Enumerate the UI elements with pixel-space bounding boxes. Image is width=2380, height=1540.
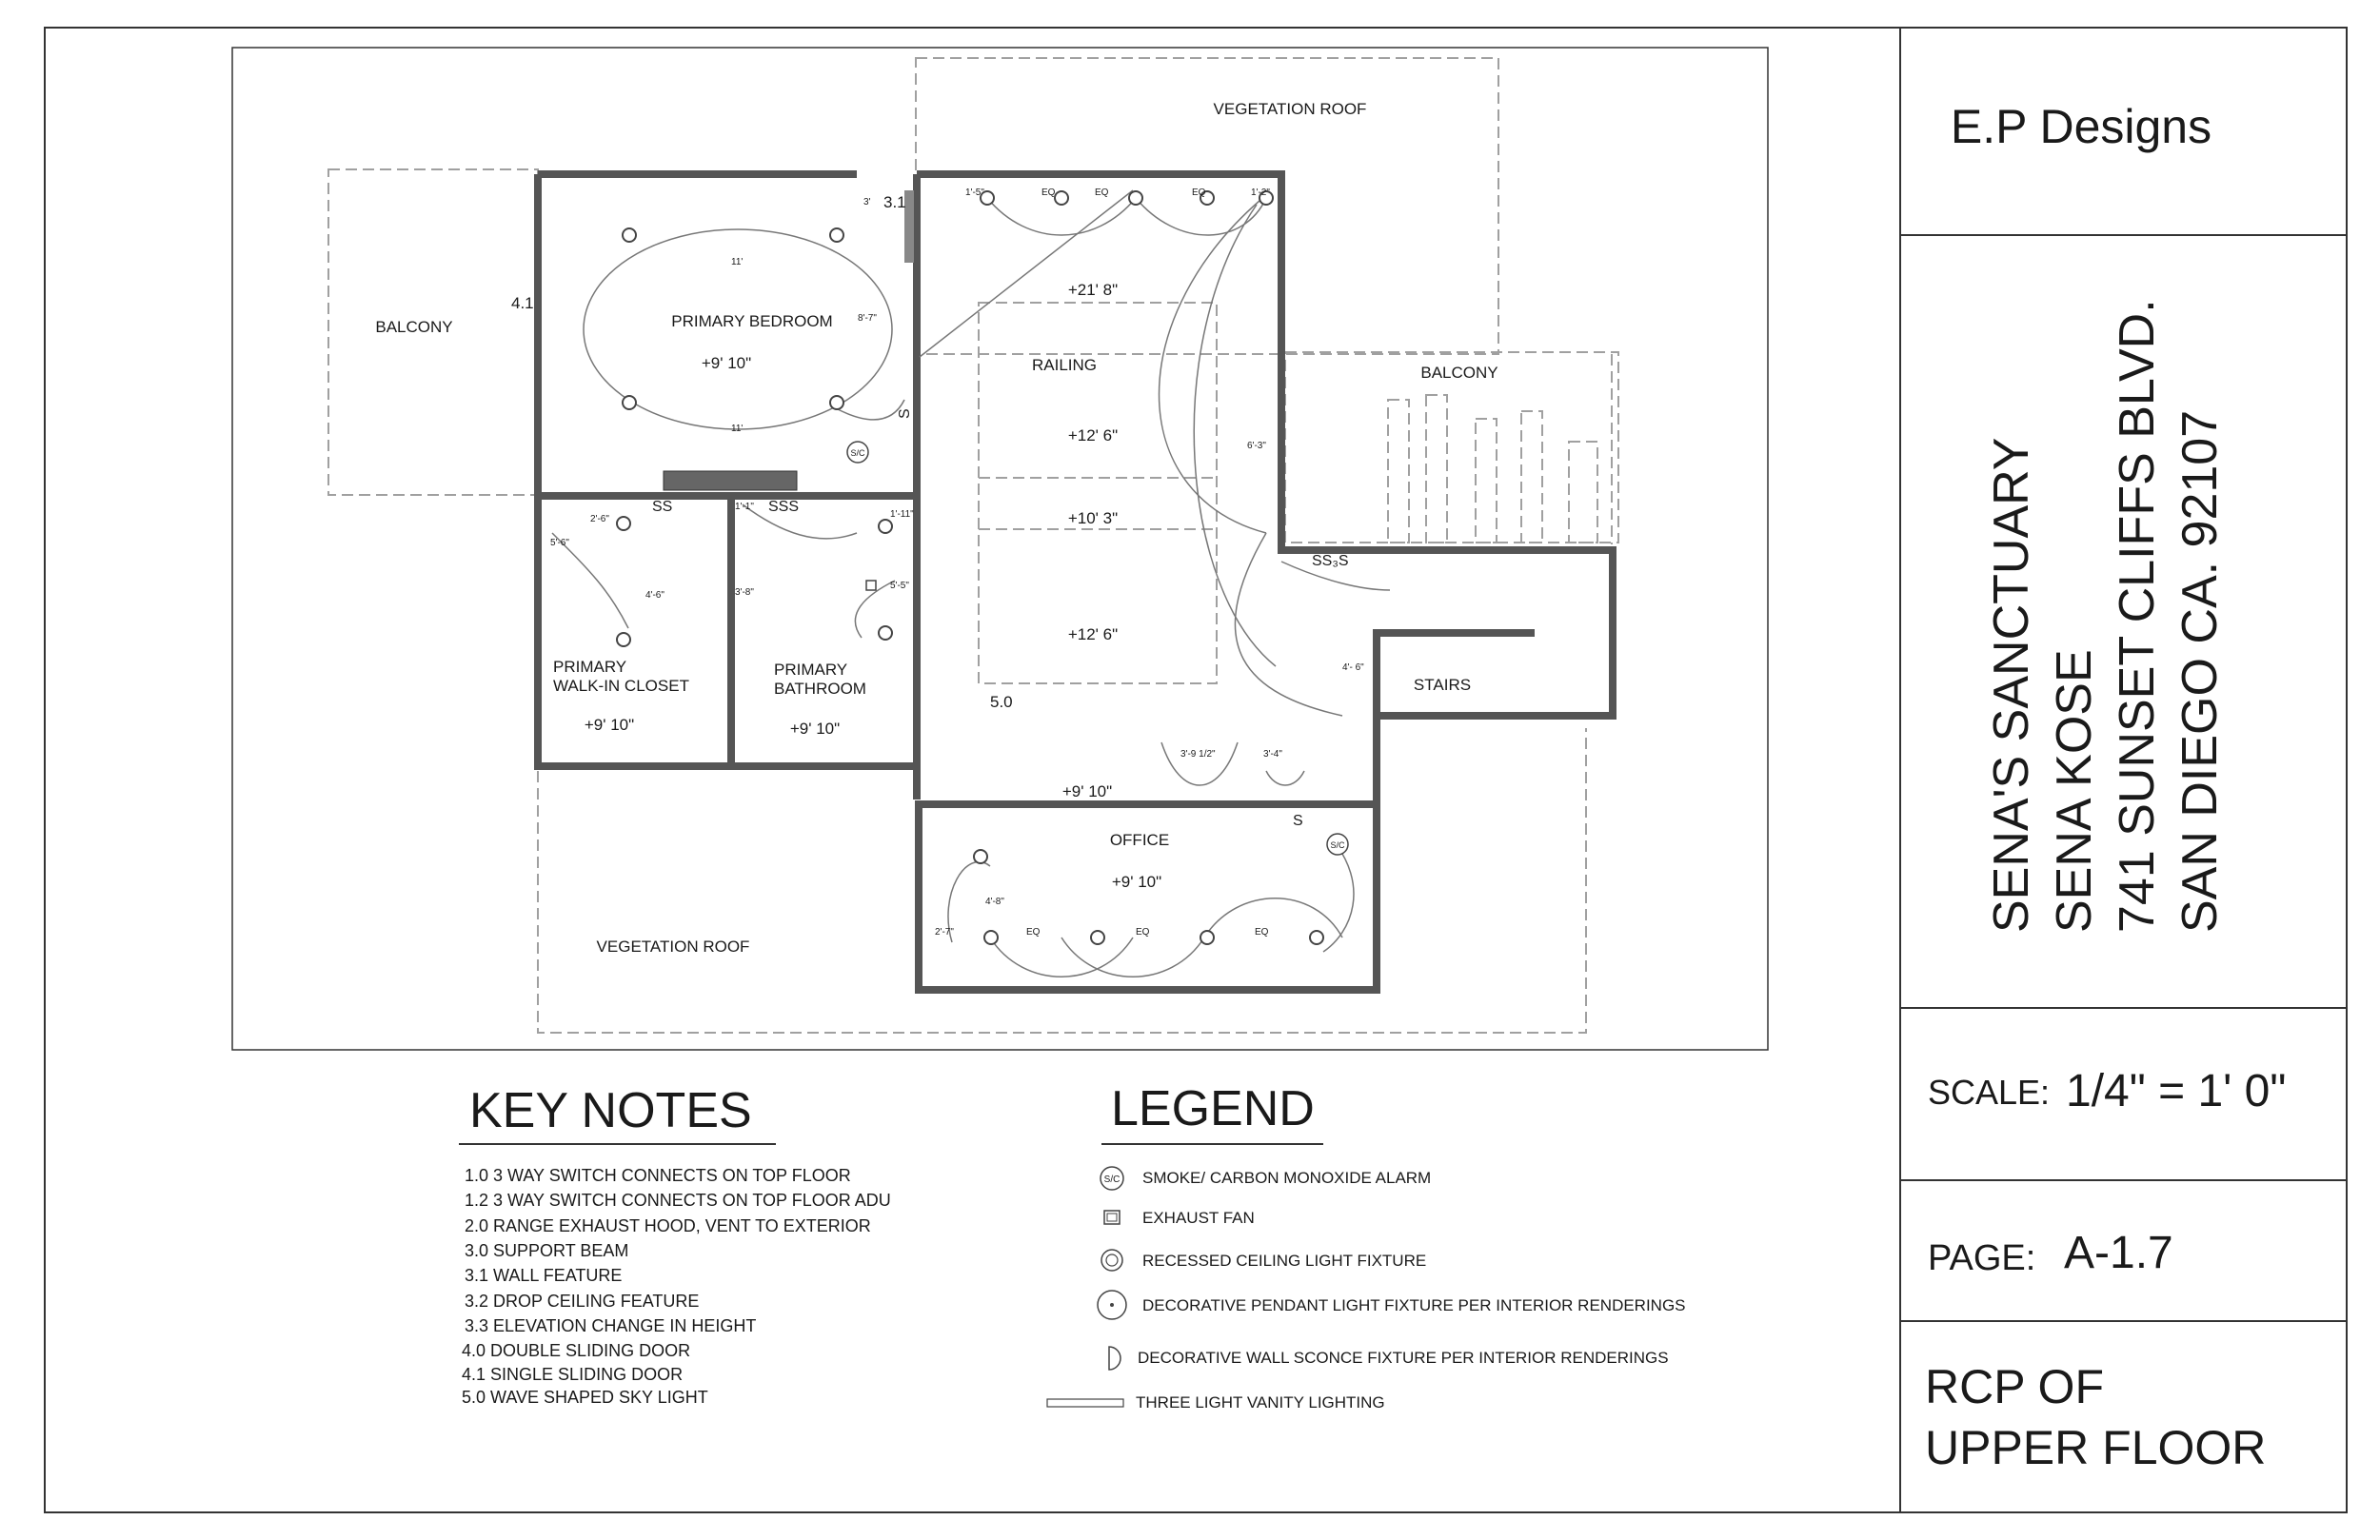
label-primary-bathroom-1: PRIMARY	[774, 661, 848, 679]
key-note-item: 3.1 WALL FEATURE	[465, 1266, 623, 1285]
dim-3-4: 3'-4"	[1263, 749, 1282, 760]
switch-s-bedroom: S	[897, 408, 913, 419]
vanity-light-icon	[1047, 1399, 1123, 1407]
legend-item-label: SMOKE/ CARBON MONOXIDE ALARM	[1142, 1169, 1432, 1187]
dimension-labels	[550, 188, 1364, 938]
dim-4-6b: 4'- 6"	[1342, 662, 1364, 673]
note-tag-3-1: 3.1	[883, 193, 906, 211]
dim-5-5: 5'-5"	[890, 581, 909, 591]
project-line-3: 741 SUNSET CLIFFS BLVD.	[2110, 299, 2165, 933]
ceiling-curves	[552, 190, 1390, 977]
exhaust-fan-icon	[866, 581, 876, 590]
dim-eq-5: EQ	[1136, 927, 1150, 938]
switch-ss3s: SS₃S	[1312, 553, 1349, 569]
exhaust-fan-icon	[1104, 1211, 1120, 1224]
label-office: OFFICE	[1109, 831, 1170, 849]
note-tag-4-1: 4.1	[511, 294, 534, 312]
label-walk-in-closet-height: +9' 10"	[584, 716, 635, 734]
legend-item-label: RECESSED CEILING LIGHT FIXTURE	[1142, 1252, 1427, 1270]
legend-item-label: THREE LIGHT VANITY LIGHTING	[1136, 1393, 1385, 1412]
dim-3: 3'	[863, 197, 871, 207]
label-height-railing: +12' 6"	[1067, 426, 1119, 444]
dim-2-7: 2'-7"	[935, 927, 954, 938]
key-note-item: 2.0 RANGE EXHAUST HOOD, VENT TO EXTERIOR	[465, 1216, 871, 1235]
dim-4-6: 4'-6"	[645, 590, 664, 601]
dim-eq-4: EQ	[1026, 927, 1041, 938]
dim-3-8: 3'-8"	[735, 587, 754, 598]
switch-ss-closet: SS	[652, 499, 673, 515]
note-tag-5-0: 5.0	[990, 693, 1013, 711]
key-notes-heading: KEY NOTES	[469, 1083, 752, 1138]
label-vegetation-roof-top: VEGETATION ROOF	[1213, 100, 1367, 118]
smoke-alarm-icon	[1101, 1167, 1123, 1190]
label-stairs: STAIRS	[1413, 676, 1472, 694]
scale-value: 1/4" = 1' 0"	[2066, 1066, 2287, 1116]
dim-1-11: 1'-11"	[890, 509, 914, 520]
dim-8-7: 8'-7"	[858, 313, 877, 324]
sheet-title-1: RCP OF	[1925, 1360, 2104, 1413]
key-note-item: 4.0 DOUBLE SLIDING DOOR	[462, 1341, 691, 1360]
label-primary-bedroom: PRIMARY BEDROOM	[671, 312, 833, 330]
switch-sss-bath: SSS	[768, 499, 800, 515]
key-note-item: 4.1 SINGLE SLIDING DOOR	[462, 1365, 684, 1384]
legend-heading: LEGEND	[1111, 1081, 1315, 1136]
dashed-outlines	[328, 58, 1618, 1033]
dim-eq-2: EQ	[1095, 188, 1109, 198]
label-walk-in-closet-2: WALK-IN CLOSET	[553, 677, 689, 695]
room-labels	[375, 100, 1497, 956]
pendant-light-icon	[1098, 1291, 1126, 1319]
dim-3-9: 3'-9 1/2"	[1180, 749, 1216, 760]
dim-1-2: 1'-2"	[1251, 188, 1270, 198]
label-office-height: +9' 10"	[1111, 873, 1162, 891]
label-height-middle: +10' 3"	[1067, 509, 1119, 527]
smoke-alarm-glyph: S/C	[1330, 840, 1345, 850]
key-notes-list	[462, 1166, 891, 1407]
label-primary-bathroom-2: BATHROOM	[774, 680, 866, 698]
dim-6-3: 6'-3"	[1247, 441, 1266, 451]
project-line-2: SENA KOSE	[2047, 649, 2102, 933]
project-line-1: SENA'S SANCTUARY	[1984, 437, 2039, 933]
sheet-title-2: UPPER FLOOR	[1925, 1421, 2267, 1474]
legend-item-label: DECORATIVE WALL SCONCE FIXTURE PER INTERIOR RENDERINGS	[1138, 1349, 1669, 1367]
page-value: A-1.7	[2064, 1228, 2173, 1278]
dim-eq-3: EQ	[1192, 188, 1206, 198]
firm-name: E.P Designs	[1950, 100, 2212, 153]
project-info	[1984, 299, 2228, 933]
label-primary-bathroom-height: +9' 10"	[789, 720, 841, 738]
key-note-item: 1.2 3 WAY SWITCH CONNECTS ON TOP FLOOR ADU	[465, 1191, 891, 1210]
label-balcony-right: BALCONY	[1420, 364, 1498, 382]
dim-11-top: 11'	[731, 257, 744, 267]
dim-1-1: 1'-1"	[735, 502, 754, 512]
dim-4-8: 4'-8"	[985, 897, 1004, 907]
legend-item-label: EXHAUST FAN	[1142, 1209, 1255, 1227]
legend-item-label: DECORATIVE PENDANT LIGHT FIXTURE PER INTERIOR RENDERINGS	[1142, 1296, 1686, 1314]
dim-2-6: 2'-6"	[590, 514, 609, 524]
smoke-alarm-icon	[847, 442, 868, 463]
legend-smoke-glyph: S/C	[1103, 1175, 1121, 1185]
label-vegetation-roof-bottom: VEGETATION ROOF	[596, 938, 750, 956]
label-railing: RAILING	[1031, 356, 1098, 374]
label-balcony-left: BALCONY	[375, 318, 453, 336]
wall-sconce-icon	[1109, 1347, 1121, 1370]
label-height-upper: +21' 8"	[1067, 281, 1119, 299]
key-note-item: 5.0 WAVE SHAPED SKY LIGHT	[462, 1388, 708, 1407]
smoke-alarm-glyph: S/C	[850, 448, 865, 458]
label-height-hall: +9' 10"	[1061, 782, 1113, 800]
recessed-light-icon	[1101, 1250, 1122, 1271]
dim-1-5: 1'-5"	[965, 188, 984, 198]
key-note-item: 1.0 3 WAY SWITCH CONNECTS ON TOP FLOOR	[465, 1166, 851, 1185]
dim-eq-6: EQ	[1255, 927, 1269, 938]
key-note-item: 3.2 DROP CEILING FEATURE	[465, 1292, 700, 1311]
dim-5-6: 5'-6"	[550, 538, 569, 548]
label-walk-in-closet-1: PRIMARY	[553, 658, 627, 676]
label-height-lower: +12' 6"	[1067, 625, 1119, 643]
scale-label: SCALE:	[1928, 1073, 2051, 1112]
switch-s-office: S	[1293, 813, 1303, 829]
key-note-item: 3.0 SUPPORT BEAM	[465, 1241, 629, 1260]
support-beam	[664, 471, 797, 490]
label-primary-bedroom-height: +9' 10"	[701, 354, 752, 372]
smoke-alarm-icon	[1327, 834, 1348, 855]
dim-11-bottom: 11'	[731, 424, 744, 434]
key-note-item: 3.3 ELEVATION CHANGE IN HEIGHT	[465, 1316, 757, 1335]
project-line-4: SAN DIEGO CA. 92107	[2172, 409, 2228, 933]
page-label: PAGE:	[1928, 1238, 2036, 1278]
dim-eq-1: EQ	[1041, 188, 1056, 198]
